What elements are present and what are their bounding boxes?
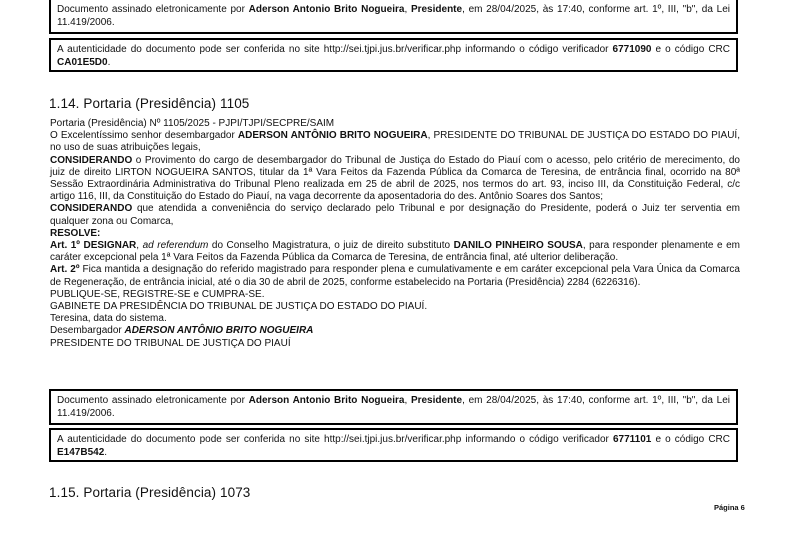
signer-role: Presidente	[410, 4, 463, 15]
signer-role: Presidente	[410, 395, 463, 406]
verification-code: 6771090	[612, 44, 652, 55]
signature-prefix: Documento assinado eletronicamente por	[57, 4, 249, 15]
considerando-label: CONSIDERANDO	[50, 154, 133, 166]
authenticity-box-bottom	[49, 428, 738, 462]
signature-sep: ,	[404, 395, 411, 406]
gabinete: GABINETE DA PRESIDÊNCIA DO TRIBUNAL DE JUSTIÇA DO ESTADO DO PIAUÍ.	[50, 301, 428, 313]
considerando-text: o Provimento do cargo de desembargador do Tribunal de Justiça do Estado do Piauí com o acesso, pelo critério de merecimento, do juiz de direito LIRTON NOGUEIRA SANTOS, titular da 1ª Vara Feitos da Fazenda Pública da Comarca de Teresina, de entrância final, ocorrido na 80ª Sessão Extraordinária Administrativa do Tribunal Pleno realizada em 25 de abril de 2025, nos termos do art. 93, inciso III, da Constituição Federal, c/c artigo 116, III, da Constituição do Estado do Piauí, na vaga decorrente da aposentadoria do des. Antônio Soares dos Santos;	[50, 154, 740, 203]
auth-mid: e o código CRC	[651, 434, 730, 445]
sign-role: PRESIDENTE DO TRIBUNAL DE JUSTIÇA DO PIAUÍ	[50, 337, 291, 349]
auth-prefix: A autenticidade do documento pode ser conferida no site http://sei.tjpi.jus.br/verificar.php informando o código verificador	[57, 44, 613, 55]
art1-label: Art. 1º DESIGNAR	[50, 240, 137, 252]
portaria-body	[50, 118, 740, 350]
judge-name: DANILO PINHEIRO SOUSA	[453, 240, 583, 252]
art1-text: do Conselho Magistratura, o juiz de direito substituto	[208, 240, 454, 252]
ad-referendum: ad referendum	[142, 240, 209, 252]
intro-text: O Excelentíssimo senhor desembargador	[50, 130, 238, 142]
considerando-text: que atendida a conveniência do serviço declarado pelo Tribunal e por designação do Presidente, poderá o Juiz ter serventia em qualquer zona ou Comarca,	[50, 203, 740, 227]
signer-name: Aderson Antonio Brito Nogueira	[248, 395, 405, 406]
signature-line	[50, 325, 740, 337]
article-2	[50, 264, 740, 288]
crc-code: CA01E5D0	[57, 57, 108, 68]
resolve-heading	[50, 228, 740, 240]
intro-text-end: , PRESIDENTE DO TRIBUNAL DE JUSTIÇA DO ESTADO DO PIAUÍ, no uso de suas atribuições legais,	[50, 130, 740, 154]
art1-text-end: , para responder plenamente e em caráter excepcional pela 1ª Vara Feitos da Fazenda Pública da Comarca de Teresina, de entrância final, até ulterior deliberação.	[50, 240, 740, 264]
signature-suffix: , em 28/04/2025, às 17:40, conforme art. 1º, III, "b", da Lei 11.419/2006.	[57, 4, 730, 28]
sign-name: ADERSON ANTÔNIO BRITO NOGUEIRA	[124, 325, 314, 337]
signature-box-top	[49, 0, 738, 34]
crc-code: E147B542	[57, 447, 105, 458]
doc-reference: Portaria (Presidência) Nº 1105/2025 - PJPI/TJPI/SECPRE/SAIM	[50, 118, 335, 129]
signature-box-bottom	[49, 389, 738, 425]
auth-end: .	[104, 447, 108, 458]
considerando-1	[50, 155, 740, 204]
auth-end: .	[107, 57, 111, 68]
sign-title: Desembargador	[50, 325, 125, 337]
art2-text: Fica mantida a designação do referido magistrado para responder plena e cumulativamente e em caráter excepcional pela Vara Única da Comarca de Regeneração, de entrância inicial, até o dia 30 de abril de 2025, conforme estabelecido na Portaria (Presidência) 2284 (6226316).	[50, 264, 740, 288]
doc-intro	[50, 130, 740, 154]
art1-sep: ,	[136, 240, 143, 252]
signer-name: Aderson Antonio Brito Nogueira	[248, 4, 405, 15]
signature-suffix: , em 28/04/2025, às 17:40, conforme art. 1º, III, "b", da Lei 11.419/2006.	[57, 395, 730, 419]
page-number: Página 6	[714, 503, 745, 512]
art2-label: Art. 2º	[50, 264, 80, 276]
auth-mid: e o código CRC	[651, 44, 730, 55]
publique: PUBLIQUE-SE, REGISTRE-SE e CUMPRA-SE.	[50, 288, 265, 300]
considerando-label: CONSIDERANDO	[50, 203, 133, 215]
authenticity-box-top	[49, 38, 738, 72]
auth-prefix: A autenticidade do documento pode ser conferida no site http://sei.tjpi.jus.br/verificar.php informando o código verificador	[57, 434, 613, 445]
place-date: Teresina, data do sistema.	[50, 313, 167, 325]
president-name: ADERSON ANTÔNIO BRITO NOGUEIRA	[237, 130, 428, 142]
article-1	[50, 240, 740, 264]
signature-sep: ,	[404, 4, 411, 15]
section-heading-1115: 1.15. Portaria (Presidência) 1073	[49, 485, 251, 500]
signature-prefix: Documento assinado eletronicamente por	[57, 395, 249, 406]
verification-code: 6771101	[612, 434, 652, 445]
resolve-label: RESOLVE:	[50, 227, 101, 239]
section-heading-1114: 1.14. Portaria (Presidência) 1105	[49, 96, 250, 111]
considerando-2	[50, 203, 740, 227]
